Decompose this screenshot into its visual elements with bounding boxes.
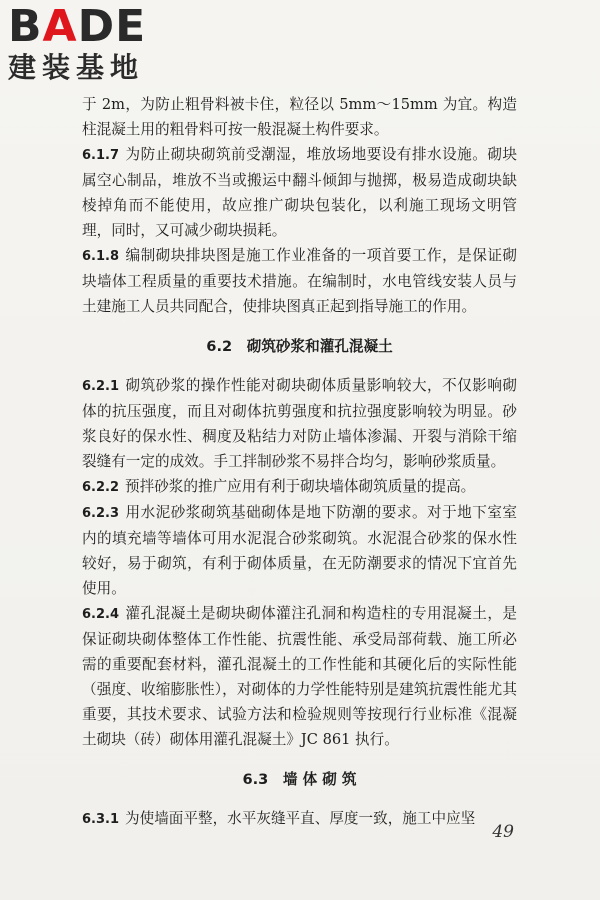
clause-number: 6.2.2 <box>82 480 120 495</box>
clause-text: 预拌砂浆的推广应用有利于砌块墙体砌筑质量的提高。 <box>125 478 476 495</box>
logo-letter-a: A <box>42 1 78 52</box>
clause-number: 6.2.3 <box>82 506 120 521</box>
clause-number: 6.1.7 <box>82 148 120 163</box>
clause-number: 6.3.1 <box>82 812 120 827</box>
section-title-6-3: 6.3 墙 体 砌 筑 <box>242 771 357 788</box>
clause-6-1-7 <box>82 142 517 243</box>
clause-6-2-2 <box>82 474 517 500</box>
clause-text: 灌孔混凝土是砌块砌体灌注孔洞和构造柱的专用混凝土，是保证砌块砌体整体工作性能、抗震性能、承受局部荷载、施工所必需的重要配套材料，灌孔混凝土的工作性能和其硬化后的实际性能（强度、收缩膨胀性），对砌体的力学性能特别是建筑抗震性能尤其重要，其技术要求、试验方法和检验规则等按现行行业标准《混凝土砌块（砖）砌体用灌孔混凝土》JC 861 执行。 <box>82 605 517 748</box>
clause-number: 6.1.8 <box>82 249 120 264</box>
page-number: 49 <box>492 822 514 842</box>
clause-text: 为防止砌块砌筑前受潮湿，堆放场地要设有排水设施。砌块属空心制品，堆放不当或搬运中翻斗倾卸与抛掷，极易造成砌块缺棱掉角而不能使用，故应推广砌块包装化，以利施工现场文明管理，同时，又可减少砌块损耗。 <box>82 146 517 239</box>
logo-wordmark <box>8 1 178 52</box>
clause-6-3-1 <box>82 806 517 832</box>
clause-text: 编制砌块排块图是施工作业准备的一项首要工作，是保证砌块墙体工程质量的重要技术措施。在编制时，水电管线安装人员与土建施工人员共同配合，使排块图真正起到指导施工的作用。 <box>82 247 517 315</box>
logo-letter-b: B <box>8 1 43 52</box>
logo <box>8 1 178 84</box>
clause-number: 6.2.1 <box>82 379 120 394</box>
clause-text: 砌筑砂浆的操作性能对砌块砌体质量影响较大，不仅影响砌体的抗压强度，而且对砌体抗剪强度和抗拉强度影响较为明显。砂浆良好的保水性、稠度及粘结力对防止墙体渗漏、开裂与消除干缩裂缝有一定的成效。手工拌制砂浆不易拌合均匀，影响砂浆质量。 <box>82 377 517 470</box>
clause-text: 为使墙面平整，水平灰缝平直、厚度一致，施工中应坚 <box>125 810 476 827</box>
logo-subtitle: 建装基地 <box>8 51 145 84</box>
clause-number: 6.2.4 <box>82 607 120 622</box>
clause-6-1-8 <box>82 243 517 319</box>
logo-letters-de: DE <box>77 1 147 52</box>
clause-6-2-3 <box>82 500 517 601</box>
body-text <box>82 92 517 832</box>
section-title-6-2: 6.2 砌筑砂浆和灌孔混凝土 <box>206 338 393 355</box>
clause-6-2-1 <box>82 373 517 474</box>
clause-6-2-4 <box>82 601 517 752</box>
paragraph-continuation <box>82 92 517 142</box>
clause-text: 用水泥砂浆砌筑基础砌体是地下防潮的要求。对于地下室室内的填充墙等墙体可用水泥混合砂浆砌筑。水泥混合砂浆的保水性较好，易于砌筑，有利于砌体质量，在无防潮要求的情况下宜首先使用。 <box>82 504 517 597</box>
paragraph-text: 于 2m，为防止粗骨料被卡住，粒径以 5mm～15mm 为宜。构造柱混凝土用的粗骨料可按一般混凝土构件要求。 <box>82 96 517 138</box>
